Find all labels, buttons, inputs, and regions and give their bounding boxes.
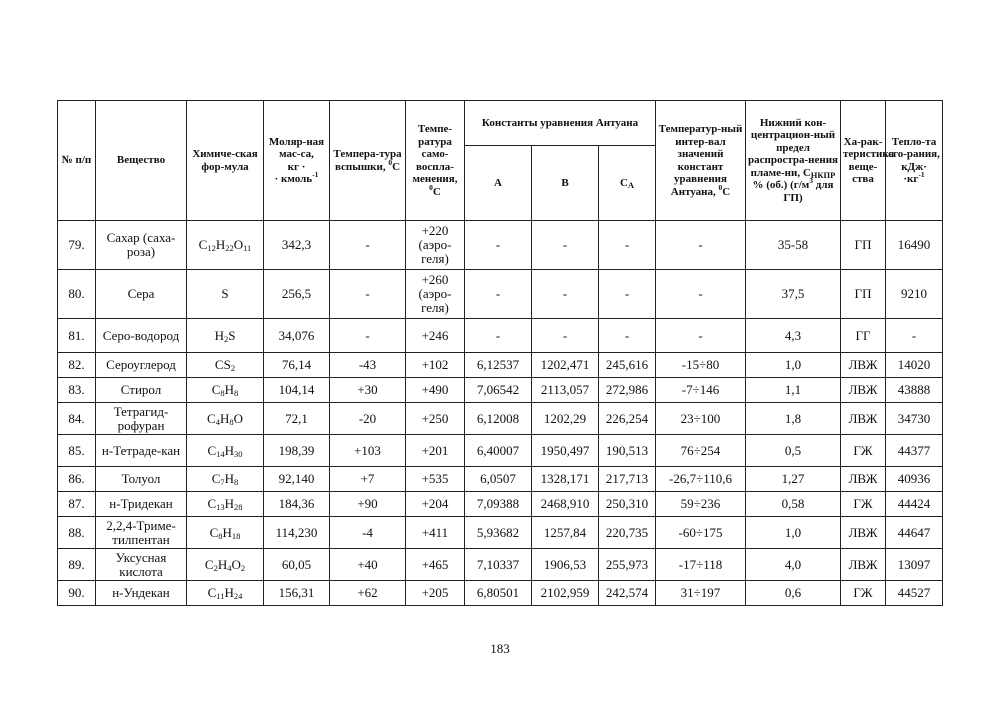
table-row (58, 378, 943, 403)
constant-c-cell: 220,735 (599, 517, 656, 549)
substance-cell: Серо-водород (96, 319, 187, 353)
heat-cell: 44527 (886, 581, 943, 606)
molar-mass-cell: 92,140 (264, 467, 330, 492)
constant-c-cell: 245,616 (599, 353, 656, 378)
constant-b-cell: 2102,959 (532, 581, 599, 606)
lower-limit-cell: 37,5 (746, 270, 841, 319)
constant-b-cell: - (532, 221, 599, 270)
lower-limit-cell: 4,0 (746, 549, 841, 581)
constant-b-cell: 1257,84 (532, 517, 599, 549)
molar-mass-cell: 114,230 (264, 517, 330, 549)
header-autoignition-temp: Темпе-ратура само-воспла-менения, $^0$C (406, 101, 465, 221)
formula-cell: $C_{14}H_{30}$ (187, 435, 264, 467)
header-row-1 (58, 101, 943, 146)
constant-a-cell: 6,0507 (465, 467, 532, 492)
flash-temp-cell: +7 (330, 467, 406, 492)
heat-cell: 44424 (886, 492, 943, 517)
autoignition-temp-cell: +220 (аэро-геля) (406, 221, 465, 270)
constant-a-cell: 6,12537 (465, 353, 532, 378)
num-cell: 85. (58, 435, 96, 467)
constant-a-cell: 6,12008 (465, 403, 532, 435)
flash-temp-cell: +40 (330, 549, 406, 581)
lower-limit-cell: 1,0 (746, 353, 841, 378)
characteristic-cell: ЛВЖ (841, 378, 886, 403)
header-lower-limit: Нижний кон-центрацион-ный предел распростра-нения пламе-ни, $C_{НКПР}$ % (об.) ($г/м^3$ для ГП) (746, 101, 841, 221)
molar-mass-cell: 156,31 (264, 581, 330, 606)
constant-c-cell: 272,986 (599, 378, 656, 403)
constant-a-cell: - (465, 270, 532, 319)
flash-temp-cell: -4 (330, 517, 406, 549)
molar-mass-cell: 72,1 (264, 403, 330, 435)
heat-cell: - (886, 319, 943, 353)
formula-cell: $C_{12}H_{22}O_{11}$ (187, 221, 264, 270)
constant-b-cell: - (532, 270, 599, 319)
temp-interval-cell: -7÷146 (656, 378, 746, 403)
header-constant-c: $C_A$ (599, 146, 656, 221)
constant-a-cell: 7,10337 (465, 549, 532, 581)
temp-interval-cell: - (656, 270, 746, 319)
header-heat: Тепло-та сго-рания, кДж· $\cdot кг^{-1}$ (886, 101, 943, 221)
substance-cell: Сероуглерод (96, 353, 187, 378)
constant-c-cell: - (599, 319, 656, 353)
num-cell: 81. (58, 319, 96, 353)
molar-mass-cell: 342,3 (264, 221, 330, 270)
autoignition-temp-cell: +260 (аэро-геля) (406, 270, 465, 319)
table-row (58, 467, 943, 492)
flash-temp-cell: +62 (330, 581, 406, 606)
num-cell: 87. (58, 492, 96, 517)
autoignition-temp-cell: +535 (406, 467, 465, 492)
page-number: 183 (490, 641, 510, 656)
formula-cell: $C_7H_8$ (187, 467, 264, 492)
substance-cell: Сахар (саха-роза) (96, 221, 187, 270)
lower-limit-cell: 4,3 (746, 319, 841, 353)
characteristic-cell: ЛВЖ (841, 517, 886, 549)
molar-mass-cell: 34,076 (264, 319, 330, 353)
formula-cell: $CS_2$ (187, 353, 264, 378)
num-cell: 83. (58, 378, 96, 403)
formula-cell: $C_8H_{18}$ (187, 517, 264, 549)
flash-temp-cell: +30 (330, 378, 406, 403)
flash-temp-cell: - (330, 221, 406, 270)
constant-b-cell: 2468,910 (532, 492, 599, 517)
lower-limit-cell: 1,27 (746, 467, 841, 492)
header-substance: Вещество (96, 101, 187, 221)
heat-cell: 14020 (886, 353, 943, 378)
characteristic-cell: ЛВЖ (841, 353, 886, 378)
flash-temp-cell: +90 (330, 492, 406, 517)
num-cell: 86. (58, 467, 96, 492)
header-constant-a: A (465, 146, 532, 221)
constant-c-cell: - (599, 221, 656, 270)
characteristic-cell: ГП (841, 270, 886, 319)
heat-cell: 13097 (886, 549, 943, 581)
constant-c-cell: 190,513 (599, 435, 656, 467)
molar-mass-cell: 184,36 (264, 492, 330, 517)
temp-interval-cell: - (656, 221, 746, 270)
flash-temp-cell: +103 (330, 435, 406, 467)
autoignition-temp-cell: +102 (406, 353, 465, 378)
table-body (58, 221, 943, 606)
heat-cell: 16490 (886, 221, 943, 270)
header-antoine-constants: Константы уравнения Антуана (465, 101, 656, 146)
molar-mass-cell: 104,14 (264, 378, 330, 403)
autoignition-temp-cell: +201 (406, 435, 465, 467)
formula-cell: $C_4H_8O$ (187, 403, 264, 435)
formula-cell: $C_8H_8$ (187, 378, 264, 403)
formula-cell: $C_{11}H_{24}$ (187, 581, 264, 606)
substance-cell: Сера (96, 270, 187, 319)
constant-c-cell: 226,254 (599, 403, 656, 435)
lower-limit-cell: 0,6 (746, 581, 841, 606)
num-cell: 90. (58, 581, 96, 606)
heat-cell: 43888 (886, 378, 943, 403)
constant-a-cell: 7,06542 (465, 378, 532, 403)
constant-c-cell: 250,310 (599, 492, 656, 517)
constant-a-cell: 6,40007 (465, 435, 532, 467)
characteristic-cell: ЛВЖ (841, 403, 886, 435)
molar-mass-cell: 256,5 (264, 270, 330, 319)
num-cell: 82. (58, 353, 96, 378)
flash-temp-cell: -43 (330, 353, 406, 378)
lower-limit-cell: 1,0 (746, 517, 841, 549)
formula-cell: $C_{13}H_{28}$ (187, 492, 264, 517)
characteristic-cell: ГЖ (841, 492, 886, 517)
num-cell: 88. (58, 517, 96, 549)
characteristic-cell: ГЖ (841, 435, 886, 467)
table-row (58, 517, 943, 549)
substance-cell: н-Тетраде-кан (96, 435, 187, 467)
constant-a-cell: - (465, 319, 532, 353)
temp-interval-cell: -26,7÷110,6 (656, 467, 746, 492)
substance-cell: Толуол (96, 467, 187, 492)
table-row (58, 270, 943, 319)
temp-interval-cell: -17÷118 (656, 549, 746, 581)
num-cell: 80. (58, 270, 96, 319)
formula-cell: $C_2H_4O_2$ (187, 549, 264, 581)
table-row (58, 581, 943, 606)
flash-temp-cell: - (330, 319, 406, 353)
lower-limit-cell: 0,5 (746, 435, 841, 467)
constant-b-cell: 1202,471 (532, 353, 599, 378)
heat-cell: 34730 (886, 403, 943, 435)
num-cell: 79. (58, 221, 96, 270)
substance-cell: н-Ундекан (96, 581, 187, 606)
molar-mass-cell: 60,05 (264, 549, 330, 581)
autoignition-temp-cell: +204 (406, 492, 465, 517)
header-characteristic: Ха-рак-теристика веще-ства (841, 101, 886, 221)
constant-c-cell: 242,574 (599, 581, 656, 606)
constant-a-cell: 7,09388 (465, 492, 532, 517)
characteristic-cell: ГЖ (841, 581, 886, 606)
temp-interval-cell: 59÷236 (656, 492, 746, 517)
constant-c-cell: 255,973 (599, 549, 656, 581)
autoignition-temp-cell: +250 (406, 403, 465, 435)
constant-b-cell: 1202,29 (532, 403, 599, 435)
temp-interval-cell: -60÷175 (656, 517, 746, 549)
heat-cell: 44647 (886, 517, 943, 549)
header-molar-mass: Моляр-ная мас-са, кг · · кмоль$^{-1}$ (264, 101, 330, 221)
lower-limit-cell: 35-58 (746, 221, 841, 270)
temp-interval-cell: 76÷254 (656, 435, 746, 467)
molar-mass-cell: 76,14 (264, 353, 330, 378)
constant-b-cell: 1328,171 (532, 467, 599, 492)
constant-a-cell: 5,93682 (465, 517, 532, 549)
constant-a-cell: - (465, 221, 532, 270)
temp-interval-cell: - (656, 319, 746, 353)
autoignition-temp-cell: +411 (406, 517, 465, 549)
constant-b-cell: 1950,497 (532, 435, 599, 467)
header-formula: Химиче-ская фор-мула (187, 101, 264, 221)
table-row (58, 319, 943, 353)
lower-limit-cell: 1,1 (746, 378, 841, 403)
heat-cell: 9210 (886, 270, 943, 319)
constant-b-cell: 2113,057 (532, 378, 599, 403)
constant-b-cell: 1906,53 (532, 549, 599, 581)
autoignition-temp-cell: +246 (406, 319, 465, 353)
molar-mass-cell: 198,39 (264, 435, 330, 467)
characteristic-cell: ГГ (841, 319, 886, 353)
autoignition-temp-cell: +490 (406, 378, 465, 403)
table-row (58, 435, 943, 467)
properties-table (57, 100, 943, 606)
flash-temp-cell: - (330, 270, 406, 319)
constant-c-cell: 217,713 (599, 467, 656, 492)
constant-a-cell: 6,80501 (465, 581, 532, 606)
num-cell: 89. (58, 549, 96, 581)
flash-temp-cell: -20 (330, 403, 406, 435)
formula-cell: $H_2S$ (187, 319, 264, 353)
table-row (58, 492, 943, 517)
constant-c-cell: - (599, 270, 656, 319)
characteristic-cell: ГП (841, 221, 886, 270)
temp-interval-cell: 31÷197 (656, 581, 746, 606)
lower-limit-cell: 0,58 (746, 492, 841, 517)
table-row (58, 353, 943, 378)
formula-cell: S (187, 270, 264, 319)
autoignition-temp-cell: +465 (406, 549, 465, 581)
table-row (58, 403, 943, 435)
header-flash-temp: Темпера-тура вспышки, $^0$C (330, 101, 406, 221)
substance-cell: Тетрагид-рофуран (96, 403, 187, 435)
temp-interval-cell: 23÷100 (656, 403, 746, 435)
header-temp-interval: Температур-ный интер-вал значений констант уравнения Антуана, $^0$C (656, 101, 746, 221)
temp-interval-cell: -15÷80 (656, 353, 746, 378)
characteristic-cell: ЛВЖ (841, 467, 886, 492)
constant-b-cell: - (532, 319, 599, 353)
heat-cell: 40936 (886, 467, 943, 492)
table-row (58, 549, 943, 581)
characteristic-cell: ЛВЖ (841, 549, 886, 581)
autoignition-temp-cell: +205 (406, 581, 465, 606)
num-cell: 84. (58, 403, 96, 435)
substance-cell: Стирол (96, 378, 187, 403)
lower-limit-cell: 1,8 (746, 403, 841, 435)
table-row (58, 221, 943, 270)
header-constant-b: B (532, 146, 599, 221)
header-num: № п/п (58, 101, 96, 221)
heat-cell: 44377 (886, 435, 943, 467)
substance-cell: 2,2,4-Триме-тилпентан (96, 517, 187, 549)
substance-cell: н-Тридекан (96, 492, 187, 517)
substance-cell: Уксусная кислота (96, 549, 187, 581)
